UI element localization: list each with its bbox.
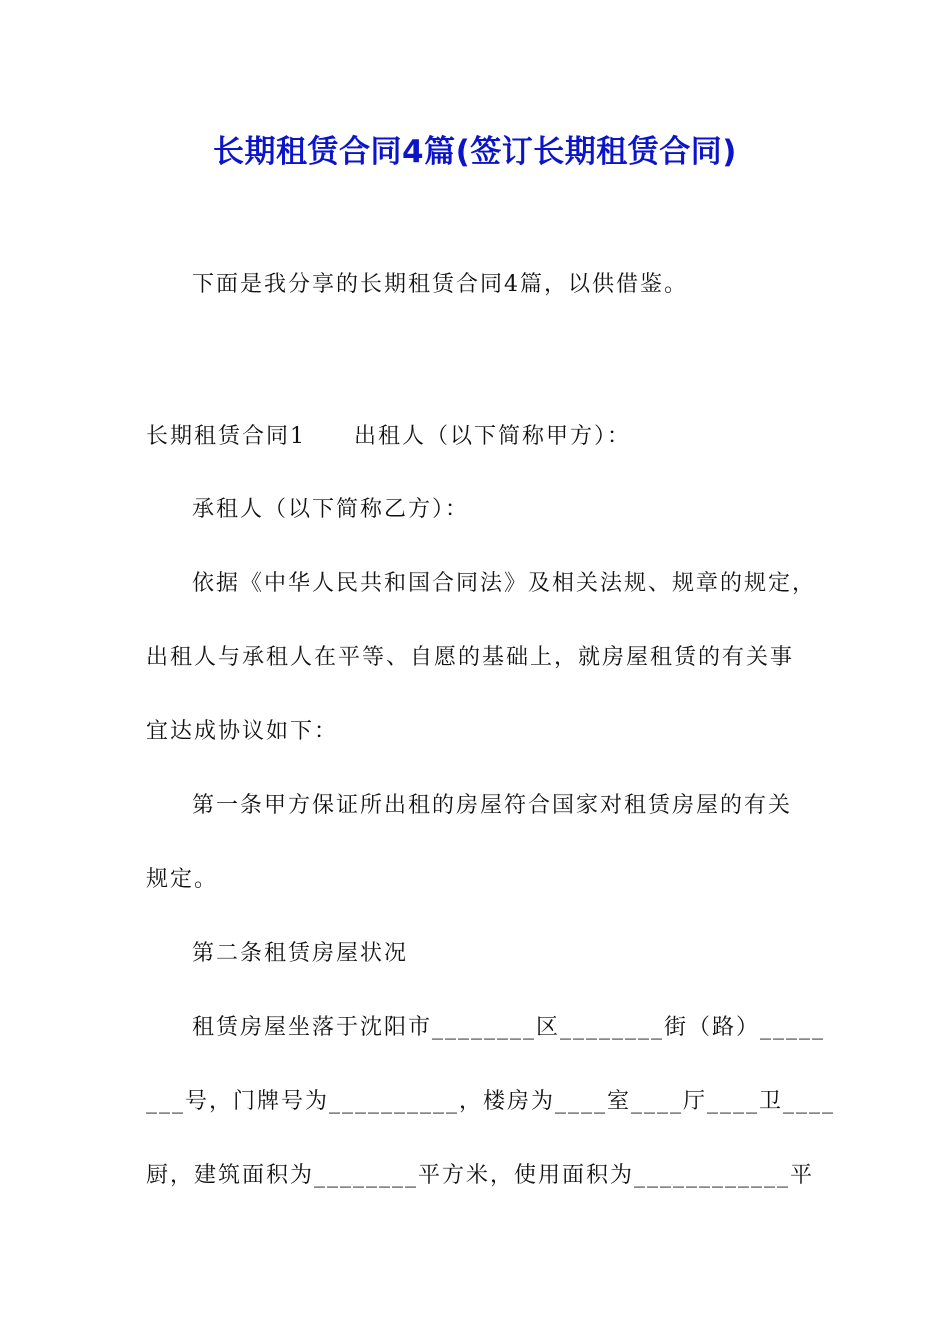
article2-line-1: 租赁房屋坐落于沈阳市________区________街（路）_____ xyxy=(192,1015,826,1040)
document-title: 长期租赁合同4篇(签订长期租赁合同) xyxy=(213,134,737,170)
article1-line-1: 第一条甲方保证所出租的房屋符合国家对租赁房屋的有关 xyxy=(192,793,793,818)
article1-line-2: 规定。 xyxy=(146,867,219,892)
article2-line-3: 厨，建筑面积为________平方米，使用面积为____________平 xyxy=(146,1163,815,1188)
basis-line-1: 依据《中华人民共和国合同法》及相关法规、规章的规定， xyxy=(192,571,817,596)
party-line xyxy=(146,419,631,455)
intro-paragraph: 下面是我分享的长期租赁合同4篇，以供借鉴。 xyxy=(192,272,688,297)
lessee-label: 承租人（以下简称乙方）： xyxy=(192,497,470,522)
article2-line-2: ___号，门牌号为__________，楼房为____室____厅____卫____ xyxy=(146,1089,836,1114)
section-heading: 长期租赁合同1 xyxy=(146,424,306,449)
basis-line-2: 出租人与承租人在平等、自愿的基础上，就房屋租赁的有关事 xyxy=(146,645,795,670)
basis-line-3: 宜达成协议如下： xyxy=(146,719,339,744)
article2-heading: 第二条租赁房屋状况 xyxy=(192,941,409,966)
lessor-label: 出租人（以下简称甲方）： xyxy=(354,424,632,449)
